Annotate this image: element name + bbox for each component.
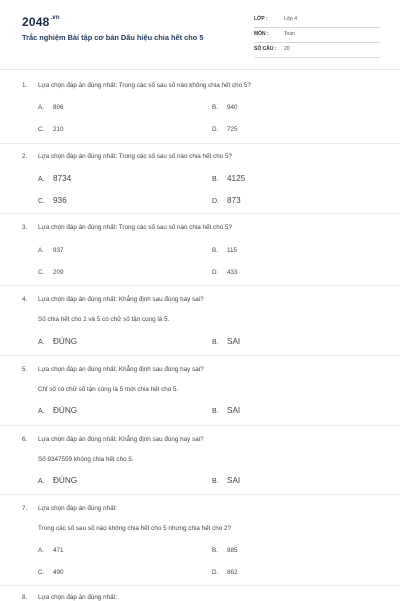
meta-label: MÔN : <box>254 31 269 37</box>
question-statement: Trong các số sau số nào không chia hết cho 5 nhưng chia hết cho 2? <box>38 525 232 532</box>
option-value: 937 <box>53 247 64 254</box>
option-c[interactable] <box>38 196 67 205</box>
logo-suffix: .vn <box>50 15 60 21</box>
option-d[interactable] <box>212 126 238 133</box>
option-d[interactable] <box>212 196 241 205</box>
header-divider <box>0 69 400 70</box>
question-number: 2. <box>22 153 28 160</box>
meta-row-class <box>254 14 380 28</box>
option-value: 806 <box>53 104 64 111</box>
option-letter: D. <box>212 569 219 576</box>
option-letter: D. <box>212 269 219 276</box>
meta-row-count <box>254 44 380 58</box>
question-text: Lựa chọn đáp án đúng nhất: Khẳng định sau đúng hay sai? <box>38 436 204 443</box>
option-letter: A. <box>38 339 45 346</box>
logo-text: 2048 <box>22 15 50 29</box>
option-letter: A. <box>38 408 45 415</box>
option-letter: C. <box>38 269 45 276</box>
site-logo[interactable] <box>22 15 60 29</box>
meta-value: 20 <box>284 46 290 52</box>
option-b[interactable] <box>212 247 237 254</box>
question-number: 8. <box>22 594 28 601</box>
option-value: ĐÚNG <box>53 476 78 485</box>
option-value: 725 <box>227 126 238 133</box>
option-letter: B. <box>212 339 219 346</box>
option-b[interactable] <box>212 104 238 111</box>
page-title: Trắc nghiệm Bài tập cơ bản Dấu hiệu chia hết cho 5 <box>22 33 204 42</box>
option-c[interactable] <box>38 569 64 576</box>
question-statement: Số chia hết cho 2 và 5 có chữ số tận cùng là 5. <box>38 316 170 323</box>
meta-value: Lớp 4 <box>284 16 298 22</box>
question-text: Lựa chọn đáp án đúng nhất: Khẳng định sau đúng hay sai? <box>38 366 204 373</box>
question-divider <box>0 425 400 426</box>
worksheet-header <box>0 0 400 60</box>
option-value: ĐÚNG <box>53 406 78 415</box>
meta-label: LỚP : <box>254 16 268 22</box>
option-value: 209 <box>53 269 64 276</box>
option-letter: C. <box>38 198 45 205</box>
question-divider <box>0 285 400 286</box>
question-number: 6. <box>22 436 28 443</box>
option-a[interactable] <box>38 337 77 346</box>
question-number: 3. <box>22 224 28 231</box>
question-divider <box>0 355 400 356</box>
question-number: 5. <box>22 366 28 373</box>
question-text: Lựa chọn đáp án đúng nhất: Khẳng định sau đúng hay sai? <box>38 296 204 303</box>
question-number: 1. <box>22 82 28 89</box>
option-c[interactable] <box>38 126 64 133</box>
option-value: 210 <box>53 126 64 133</box>
question-divider <box>0 585 400 586</box>
option-c[interactable] <box>38 269 64 276</box>
option-value: 490 <box>53 569 64 576</box>
option-value: 433 <box>227 269 238 276</box>
option-letter: C. <box>38 569 45 576</box>
option-letter: B. <box>212 547 218 554</box>
question-statement: Chỉ số có chữ số tận cùng là 5 mới chia hết cho 5. <box>38 386 179 393</box>
question-number: 4. <box>22 296 28 303</box>
option-value: SAI <box>227 337 241 346</box>
question-number: 7. <box>22 505 28 512</box>
option-value: SAI <box>227 406 241 415</box>
option-a[interactable] <box>38 174 71 183</box>
option-d[interactable] <box>212 569 238 576</box>
option-value: 115 <box>227 247 238 254</box>
question-divider <box>0 494 400 495</box>
option-a[interactable] <box>38 406 77 415</box>
option-b[interactable] <box>212 406 240 415</box>
option-letter: B. <box>212 104 218 111</box>
option-letter: A. <box>38 247 44 254</box>
question-divider <box>0 213 400 214</box>
question-text: Lựa chọn đáp án đúng nhất: <box>38 594 118 601</box>
option-value: 940 <box>227 104 238 111</box>
question-text: Lựa chọn đáp án đúng nhất: Trong các số sau số nào chia hết cho 5? <box>38 224 232 231</box>
question-statement: Số 9347559 không chia hết cho 5. <box>38 456 134 463</box>
meta-label: SỐ CÂU : <box>254 46 277 52</box>
option-b[interactable] <box>212 476 240 485</box>
option-b[interactable] <box>212 547 238 554</box>
option-d[interactable] <box>212 269 238 276</box>
option-value: 8734 <box>53 174 72 183</box>
option-value: 873 <box>227 196 241 205</box>
option-letter: A. <box>38 176 45 183</box>
question-divider <box>0 143 400 144</box>
option-value: SAI <box>227 476 241 485</box>
option-letter: D. <box>212 198 219 205</box>
option-value: 862 <box>227 569 238 576</box>
option-letter: C. <box>38 126 45 133</box>
option-letter: B. <box>212 478 219 485</box>
question-text: Lựa chọn đáp án đúng nhất: <box>38 505 118 512</box>
option-letter: B. <box>212 408 219 415</box>
option-value: 4125 <box>227 174 246 183</box>
option-a[interactable] <box>38 547 64 554</box>
option-value: 985 <box>227 547 238 554</box>
option-a[interactable] <box>38 476 77 485</box>
meta-row-subject <box>254 29 380 43</box>
option-a[interactable] <box>38 247 64 254</box>
option-letter: B. <box>212 176 219 183</box>
question-text: Lựa chọn đáp án đúng nhất: Trong các số sau số nào chia hết cho 5? <box>38 153 232 160</box>
option-letter: A. <box>38 547 44 554</box>
option-value: 936 <box>53 196 67 205</box>
option-letter: D. <box>212 126 219 133</box>
option-letter: B. <box>212 247 218 254</box>
option-letter: A. <box>38 478 45 485</box>
option-value: 471 <box>53 547 64 554</box>
option-b[interactable] <box>212 337 240 346</box>
question-text: Lựa chọn đáp án đúng nhất: Trong các số sau số nào không chia hết cho 5? <box>38 82 251 89</box>
option-value: ĐÚNG <box>53 337 78 346</box>
option-letter: A. <box>38 104 44 111</box>
option-b[interactable] <box>212 174 245 183</box>
option-a[interactable] <box>38 104 64 111</box>
meta-value: Toán <box>284 31 295 37</box>
